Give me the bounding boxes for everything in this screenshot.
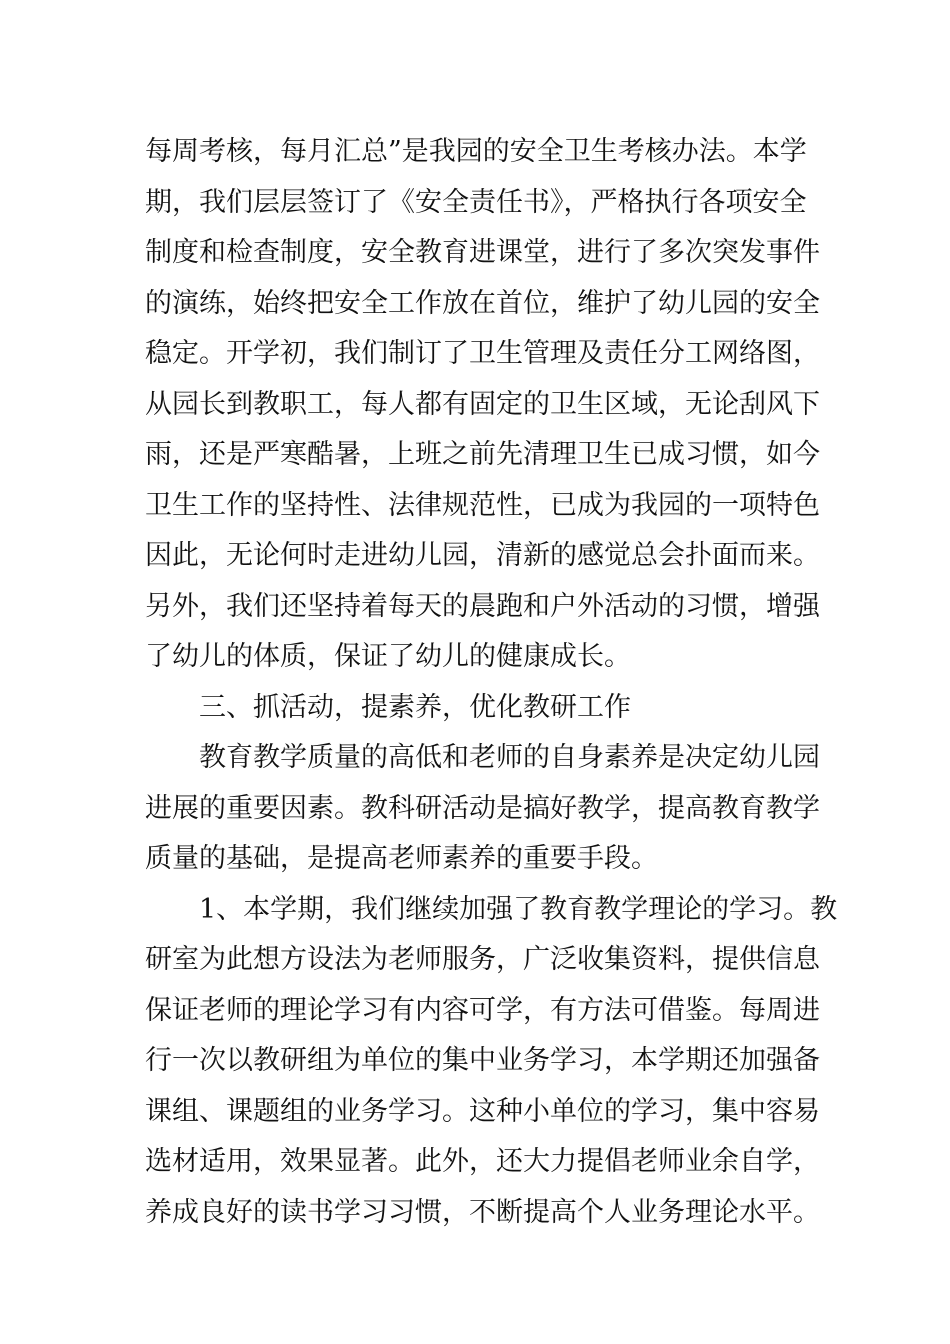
text-line: 质量的基础，是提高老师素养的重要手段。 [145,843,658,874]
text-line: 雨，还是严寒酷暑，上班之前先清理卫生已成习惯，如今 [145,439,820,470]
text-line: 1、本学期，我们继续加强了教育教学理论的学习。教 [199,893,838,925]
text-line: 教育教学质量的高低和老师的自身素养是决定幼儿园 [199,742,820,773]
text-line: 另外，我们还坚持着每天的晨跑和户外活动的习惯，增强 [145,590,820,622]
text-line: 因此，无论何时走进幼儿园，清新的感觉总会扑面而来。 [145,540,820,571]
text-line: 卫生工作的坚持性、法律规范性，已成为我园的一项特色 [145,489,820,521]
text-line: 期，我们层层签订了《安全责任书》，严格执行各项安全 [145,186,807,218]
body-text [145,127,838,1238]
text-line: 每周考核，每月汇总”是我园的安全卫生考核办法。本学 [145,136,807,167]
text-line: 了幼儿的体质，保证了幼儿的健康成长。 [145,641,631,672]
text-line: 稳定。开学初，我们制订了卫生管理及责任分工网络图， [145,338,820,369]
text-line: 制度和检查制度，安全教育进课堂，进行了多次突发事件 [145,237,820,268]
text-line: 三、抓活动，提素养，优化教研工作 [199,691,631,723]
text-line: 课组、课题组的业务学习。这种小单位的学习，集中容易 [145,1095,820,1127]
text-line: 养成良好的读书学习习惯，不断提高个人业务理论水平。 [145,1196,820,1228]
text-line: 进展的重要因素。教科研活动是搞好教学，提高教育教学 [145,792,820,824]
text-line: 从园长到教职工，每人都有固定的卫生区域，无论刮风下 [145,388,820,420]
text-line: 保证老师的理论学习有内容可学，有方法可借鉴。每周进 [145,994,820,1026]
text-line: 研室为此想方设法为老师服务，广泛收集资料，提供信息 [145,944,820,975]
text-line: 行一次以教研组为单位的集中业务学习，本学期还加强备 [145,1045,820,1076]
text-line: 选材适用，效果显著。此外，还大力提倡老师业余自学， [145,1146,820,1177]
text-line: 的演练，始终把安全工作放在首位，维护了幼儿园的安全 [145,287,820,319]
